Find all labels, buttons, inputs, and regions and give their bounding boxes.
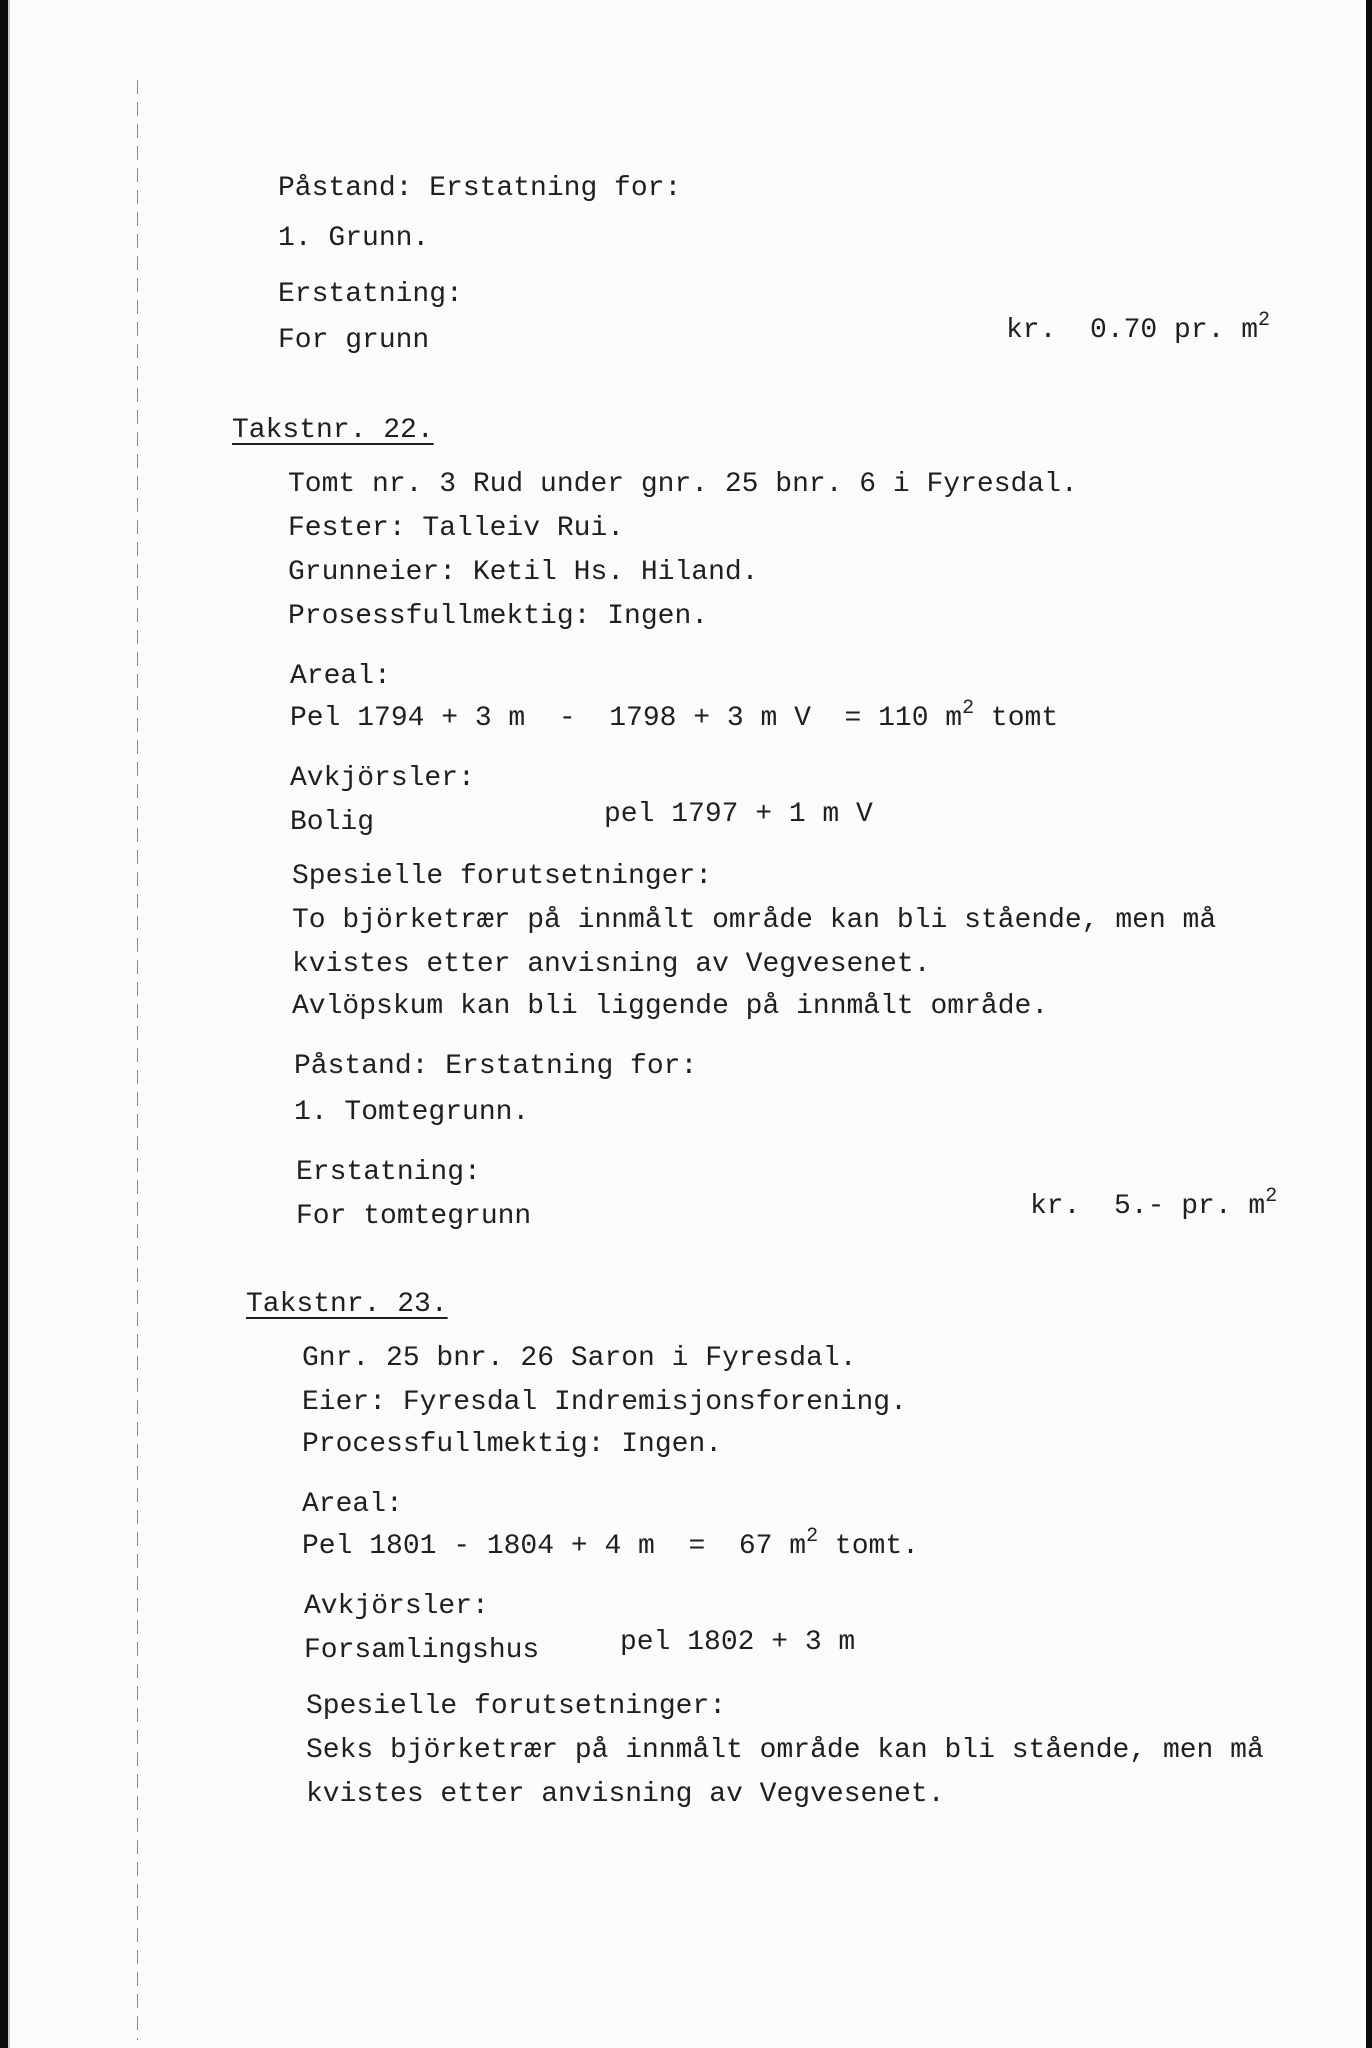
claim-line: Påstand: Erstatning for: (278, 173, 682, 204)
property-line: Eier: Fyresdal Indremisjonsforening. (302, 1387, 907, 1418)
avkjorsler-label: Avkjörsler: (304, 1591, 489, 1622)
spesielle-label: Spesielle forutsetninger: (292, 861, 713, 892)
spesielle-line: Avlöpskum kan bli liggende på innmålt område. (292, 991, 1049, 1022)
spesielle-label: Spesielle forutsetninger: (306, 1691, 727, 1722)
erstatning-amount: kr. 5.- pr. $m^2$ (1030, 1185, 1278, 1222)
claim-item: 1. Tomtegrunn. (294, 1097, 530, 1128)
erstatning-desc: For tomtegrunn (296, 1201, 532, 1232)
property-line: Gnr. 25 bnr. 26 Saron i Fyresdal. (302, 1343, 857, 1374)
erstatning-label: Erstatning: (296, 1157, 481, 1188)
avkjorsler-pel: pel 1802 + 3 m (620, 1627, 856, 1658)
erstatning-desc: For grunn (278, 325, 430, 356)
areal-label: Areal: (302, 1489, 403, 1520)
erstatning-amount: kr. 0.70 pr. $m^2$ (1006, 309, 1271, 346)
section-heading: Takstnr. 23. (246, 1289, 448, 1320)
avkjorsler-name: Forsamlingshus (304, 1635, 540, 1666)
claim-item: 1. Grunn. (278, 223, 430, 254)
erstatning-label: Erstatning: (278, 279, 463, 310)
spesielle-line: Seks björketrær på innmålt område kan bli stående, men må (306, 1735, 1264, 1766)
property-line: Grunneier: Ketil Hs. Hiland. (288, 557, 759, 588)
spesielle-line: kvistes etter anvisning av Vegvesenet. (292, 949, 931, 980)
areal-line: Pel 1801 - 1804 + 4 m = 67 $m^2$ tomt. (302, 1525, 919, 1562)
spesielle-line: kvistes etter anvisning av Vegvesenet. (306, 1779, 945, 1810)
avkjorsler-label: Avkjörsler: (290, 763, 475, 794)
document-page (8, 0, 1366, 2048)
claim-line: Påstand: Erstatning for: (294, 1051, 698, 1082)
areal-label: Areal: (290, 661, 391, 692)
property-line: Processfullmektig: Ingen. (302, 1429, 723, 1460)
section-heading: Takstnr. 22. (232, 415, 434, 446)
avkjorsler-pel: pel 1797 + 1 m V (604, 799, 873, 830)
property-line: Tomt nr. 3 Rud under gnr. 25 bnr. 6 i Fyresdal. (288, 469, 1078, 500)
avkjorsler-name: Bolig (290, 807, 375, 838)
areal-line: Pel 1794 + 3 m - 1798 + 3 m V = 110 $m^2$ tomt (290, 697, 1059, 734)
property-line: Fester: Talleiv Rui. (288, 513, 625, 544)
margin-line (137, 80, 138, 2040)
spesielle-line: To björketrær på innmålt område kan bli stående, men må (292, 905, 1217, 936)
property-line: Prosessfullmektig: Ingen. (288, 601, 709, 632)
